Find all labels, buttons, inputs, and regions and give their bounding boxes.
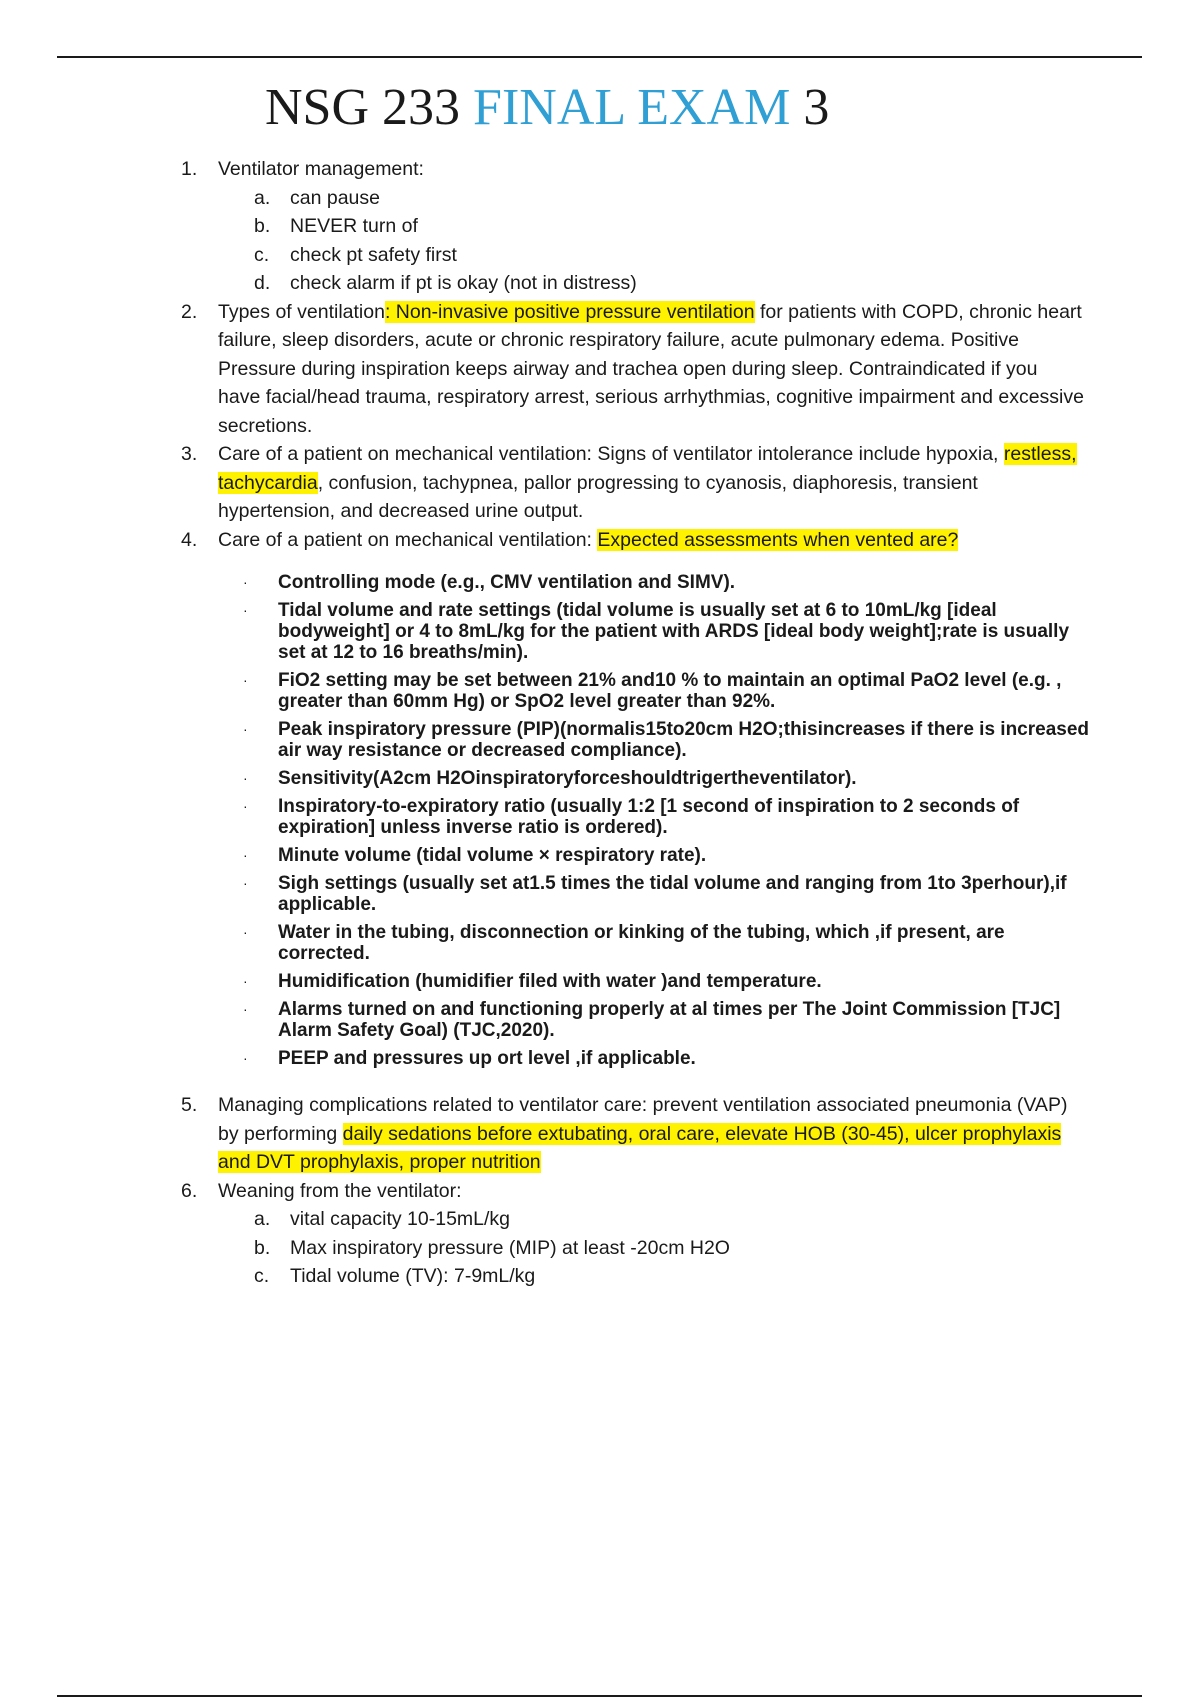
bullet-icon: · — [243, 672, 248, 688]
bullet-icon: · — [243, 602, 248, 618]
sub-item-text: can pause — [290, 186, 380, 209]
bullet-text: Humidification (humidifier filed with water )and temperature. — [278, 971, 822, 992]
bullet-item — [0, 719, 1200, 761]
sub-item — [0, 241, 1200, 270]
bullet-text: Sensitivity(A2cm H2Oinspiratoryforceshouldtrigertheventilator). — [278, 768, 857, 789]
question-6 — [0, 1177, 1200, 1206]
sub-item-letter: b. — [254, 215, 271, 237]
page-title — [265, 78, 829, 138]
question-text-pre: Types of ventilation — [218, 300, 385, 323]
bullet-icon: · — [243, 924, 248, 940]
bullet-item — [0, 670, 1200, 712]
sub-item-letter: b. — [254, 1236, 271, 1259]
bullet-item — [0, 845, 1200, 866]
bullet-item — [0, 922, 1200, 964]
bullet-text: Peak inspiratory pressure (PIP)(normalis15to20cm H2O;thisincreases if there is increased air way resistance or decreased compliance). — [278, 719, 1090, 761]
bullet-icon: · — [243, 847, 248, 863]
sub-item-text: check alarm if pt is okay (not in distress) — [290, 272, 637, 294]
bullet-icon: · — [243, 798, 248, 814]
title-part1: NSG 233 — [265, 79, 474, 136]
sub-item-letter: a. — [254, 186, 271, 209]
bullet-item — [0, 796, 1200, 838]
bullet-icon: · — [243, 973, 248, 989]
sub-item — [0, 212, 1200, 241]
bullet-item — [0, 600, 1200, 663]
bullet-item — [0, 572, 1200, 593]
bullet-icon: · — [243, 721, 248, 737]
sub-item-text: Tidal volume (TV): 7-9mL/kg — [290, 1265, 536, 1287]
question-text-pre: Care of a patient on mechanical ventilation: — [218, 528, 598, 551]
bullet-item — [0, 999, 1200, 1041]
question-number: 5. — [181, 1094, 198, 1116]
question-text-post: for patients with COPD, chronic heart failure, sleep disorders, acute or chronic respiratory failure, acute pulmonary edema. Positive Pressure during inspiration keeps airway and trachea open during sleep. Contraindicated if you have facial/head trauma, respiratory arrest, serious arrhythmias, cognitive impairment and excessive secretions. — [218, 300, 1084, 437]
bullet-text: Water in the tubing, disconnection or kinking of the tubing, which ,if present, are corrected. — [278, 922, 1005, 964]
bullet-text: Sigh settings (usually set at1.5 times the tidal volume and ranging from 1to 3perhour),if applicable. — [278, 873, 1067, 915]
document-body — [0, 155, 1200, 1291]
question-4 — [0, 526, 1200, 555]
bullet-item — [0, 768, 1200, 789]
question-text-pre: Managing complications related to ventilator care: prevent ventilation associated pneumonia (VAP) by performing — [218, 1094, 1068, 1145]
sub-item — [0, 269, 1200, 298]
question-1 — [0, 155, 1200, 184]
sub-item-letter: c. — [254, 243, 270, 266]
sub-item-letter: a. — [254, 1208, 271, 1230]
bullet-text: FiO2 setting may be set between 21% and10 % to maintain an optimal PaO2 level (e.g. , greater than 60mm Hg) or SpO2 level greater than 92%. — [278, 670, 1062, 712]
bullet-text: Minute volume (tidal volume × respiratory rate). — [278, 845, 707, 866]
question-number: 3. — [181, 443, 198, 465]
sub-item — [0, 1205, 1200, 1234]
bullet-text: Tidal volume and rate settings (tidal volume is usually set at 6 to 10mL/kg [ideal bodyweight] or 4 to 8mL/kg for the patient with ARDS [ideal body weight];rate is usually set at 12 to 16 breaths/min). — [278, 600, 1070, 663]
highlighted-text: daily sedations before extubating, oral care, elevate HOB (30-45), ulcer prophylaxis and DVT prophylaxis, proper nutrition — [218, 1122, 1062, 1173]
bullet-text: PEEP and pressures up ort level ,if applicable. — [278, 1048, 696, 1069]
bullet-icon: · — [243, 1050, 248, 1066]
highlighted-text: restless, tachycardia — [218, 443, 1077, 494]
bullet-icon: · — [243, 574, 248, 590]
sub-item — [0, 184, 1200, 213]
sub-item-letter: d. — [254, 272, 271, 294]
question-text-post: , confusion, tachypnea, pallor progressing to cyanosis, diaphoresis, transient hypertension, and decreased urine output. — [218, 471, 978, 522]
sub-item-text: NEVER turn of — [290, 215, 418, 237]
bullet-icon: · — [243, 770, 248, 786]
question-text: Ventilator management: — [218, 158, 424, 180]
question-number: 4. — [181, 528, 198, 551]
assessment-bullet-list — [0, 572, 1200, 1069]
sub-item-letter: c. — [254, 1265, 270, 1287]
question-5 — [0, 1091, 1200, 1177]
title-part3: 3 — [790, 79, 830, 136]
highlighted-text: Expected assessments when vented are? — [597, 528, 959, 551]
title-final-exam: FINAL EXAM — [473, 79, 791, 136]
sub-item — [0, 1234, 1200, 1263]
bullet-text: Controlling mode (e.g., CMV ventilation and SIMV). — [278, 572, 736, 593]
bullet-item — [0, 1048, 1200, 1069]
bullet-icon: · — [243, 875, 248, 891]
bullet-icon: · — [243, 1001, 248, 1017]
question-number: 1. — [181, 158, 198, 180]
question-text: Weaning from the ventilator: — [218, 1179, 462, 1202]
question-2 — [0, 298, 1200, 441]
top-rule — [57, 56, 1142, 58]
question-text-pre: Care of a patient on mechanical ventilation: Signs of ventilator intolerance include hypoxia, — [218, 443, 1004, 465]
sub-item-text: Max inspiratory pressure (MIP) at least -20cm H2O — [290, 1236, 730, 1259]
sub-item-text: check pt safety first — [290, 243, 457, 266]
sub-item-text: vital capacity 10-15mL/kg — [290, 1208, 511, 1230]
question-3 — [0, 440, 1200, 526]
question-number: 2. — [181, 300, 198, 323]
bullet-text: Alarms turned on and functioning properly at al times per The Joint Commission [TJC] Alarm Safety Goal) (TJC,2020). — [278, 999, 1061, 1041]
question-number: 6. — [181, 1179, 198, 1202]
sub-item — [0, 1262, 1200, 1291]
bullet-item — [0, 873, 1200, 915]
bullet-text: Inspiratory-to-expiratory ratio (usually 1:2 [1 second of inspiration to 2 seconds of expiration] unless inverse ratio is ordered). — [278, 796, 1020, 838]
highlighted-text: : Non-invasive positive pressure ventilation — [384, 300, 755, 323]
bottom-rule — [57, 1695, 1142, 1697]
bullet-item — [0, 971, 1200, 992]
